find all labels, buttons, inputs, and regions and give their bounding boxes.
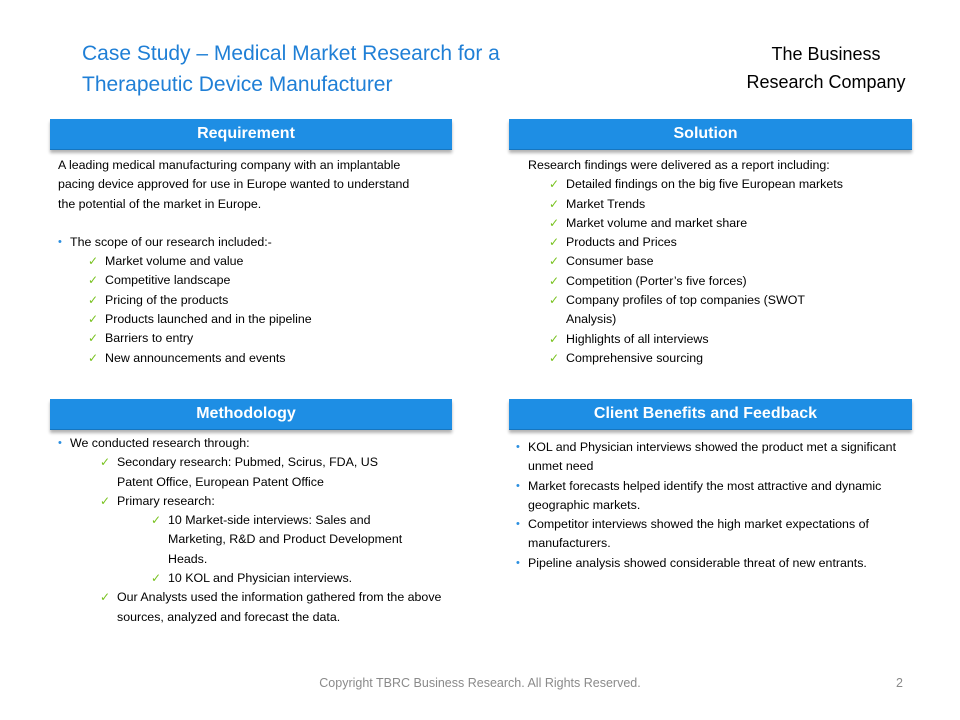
company-name-line1: The Business <box>771 44 881 64</box>
requirement-heading: Requirement <box>197 125 295 142</box>
solution-item: ✓ Company profiles of top companies (SWOT Analysis) <box>547 291 806 330</box>
requirement-item: ✓ Competitive landscape <box>86 271 414 290</box>
solution-header <box>509 119 912 150</box>
scope-label: • The scope of our research included:- <box>58 233 414 252</box>
methodology-primary: ✓ Primary research: <box>98 492 398 511</box>
page-number: 2 <box>896 676 903 690</box>
requirement-item: ✓ New announcements and events <box>86 349 414 368</box>
methodology-section <box>58 434 448 627</box>
benefit-item: • KOL and Physician interviews showed the product met a significant unmet need <box>516 438 900 477</box>
page-title: Case Study – Medical Market Research for a Therapeutic Device Manufacturer <box>82 42 500 96</box>
benefit-item: • Pipeline analysis showed considerable threat of new entrants. <box>516 554 900 573</box>
solution-item: ✓ Consumer base <box>547 252 908 271</box>
solution-item: ✓ Highlights of all interviews <box>547 330 908 349</box>
methodology-intro: • We conducted research through: <box>58 434 448 453</box>
benefits-header <box>509 399 912 430</box>
benefits-heading: Client Benefits and Feedback <box>593 405 818 422</box>
solution-section <box>528 156 908 368</box>
solution-item: ✓ Competition (Porter’s five forces) <box>547 272 908 291</box>
requirement-intro: A leading medical manufacturing company with an implantable pacing device approved for use in Europe wanted to understand the potential of the market in Europe. <box>58 158 410 211</box>
methodology-heading: Methodology <box>196 405 296 422</box>
company-name <box>716 40 936 96</box>
methodology-primary-item: ✓ 10 KOL and Physician interviews. <box>149 569 419 588</box>
solution-intro: Research findings were delivered as a report including: <box>528 158 830 172</box>
benefits-section <box>516 438 900 573</box>
requirement-item: ✓ Barriers to entry <box>86 329 414 348</box>
requirement-item: ✓ Market volume and value <box>86 252 414 271</box>
solution-item: ✓ Market Trends <box>547 195 908 214</box>
solution-item: ✓ Market volume and market share <box>547 214 908 233</box>
benefit-item: • Competitor interviews showed the high market expectations of manufacturers. <box>516 515 900 554</box>
company-name-line2: Research Company <box>746 72 906 92</box>
requirement-item: ✓ Products launched and in the pipeline <box>86 310 414 329</box>
methodology-analysts: ✓ Our Analysts used the information gathered from the above sources, analyzed and forecast the data. <box>98 588 443 627</box>
solution-item: ✓ Comprehensive sourcing <box>547 349 908 368</box>
requirement-section <box>58 156 414 368</box>
benefit-item: • Market forecasts helped identify the most attractive and dynamic geographic markets. <box>516 477 900 516</box>
methodology-primary-item: ✓ 10 Market-side interviews: Sales and Marketing, R&D and Product Development Heads. <box>149 511 419 569</box>
footer-copyright: Copyright TBRC Business Research. All Rights Reserved. <box>319 676 641 690</box>
solution-item: ✓ Products and Prices <box>547 233 908 252</box>
methodology-secondary: ✓ Secondary research: Pubmed, Scirus, FDA, US Patent Office, European Patent Office <box>98 453 398 492</box>
solution-heading: Solution <box>673 125 738 142</box>
requirement-header <box>50 119 452 150</box>
methodology-header <box>50 399 452 430</box>
requirement-item: ✓ Pricing of the products <box>86 291 414 310</box>
solution-item: ✓ Detailed findings on the big five European markets <box>547 175 908 194</box>
